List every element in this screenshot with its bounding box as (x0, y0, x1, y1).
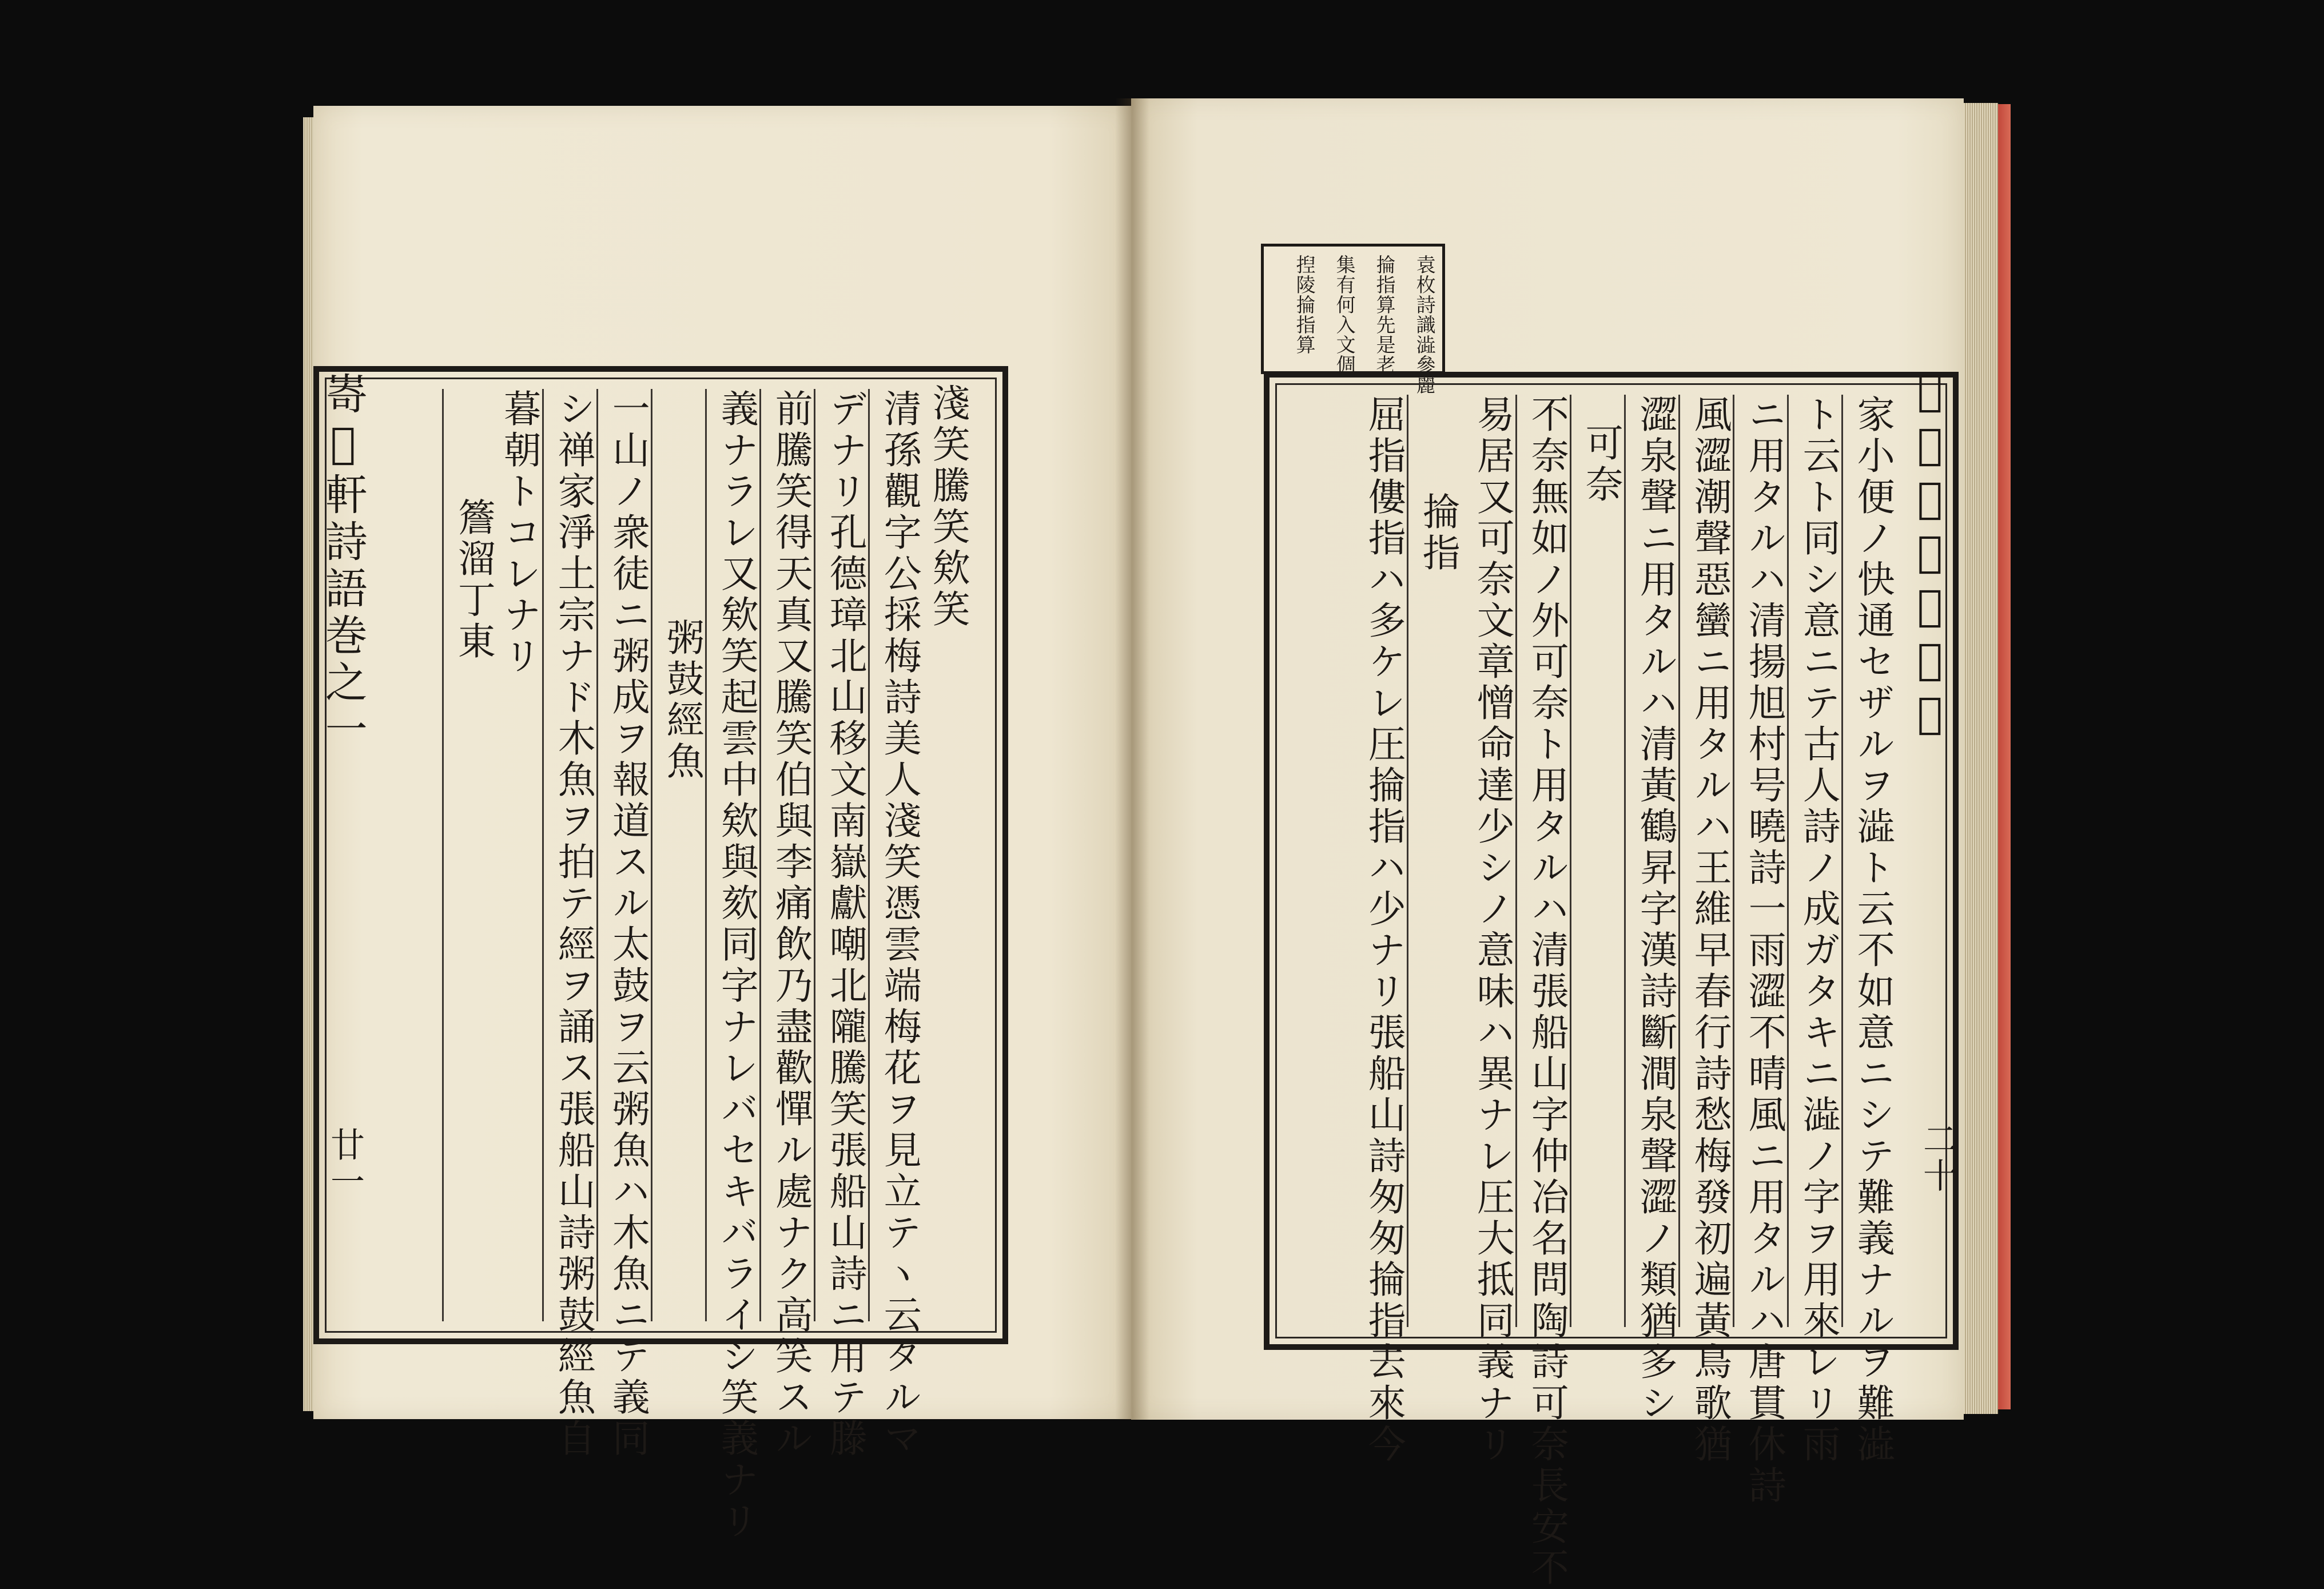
marginal-note-box (1261, 244, 1445, 395)
left-rule-3 (759, 389, 761, 1321)
left-col-1: 淺笑騰笑欸笑 (926, 383, 970, 630)
left-print-frame (313, 366, 1008, 1542)
left-folio: 廿一 (325, 1127, 365, 1200)
marginal-note-line-1: 袁枚詩識澁參麗 (1412, 255, 1436, 395)
book-gutter (1115, 98, 1149, 1420)
right-rule-4 (1678, 395, 1680, 1327)
marginal-note-line-3: 集有何入文倜 (1332, 255, 1356, 375)
left-col-10: 簷溜丁東 (451, 498, 496, 662)
left-col-2: 清孫觀字公採梅詩美人淺笑憑雲端梅花ヲ見立テヽ云タルマ (877, 389, 922, 1460)
right-rule-5 (1624, 395, 1626, 1327)
right-rule-8 (1407, 395, 1408, 1327)
right-col-10: 屈指僂指ハ多ケレ圧掄指ハ少ナリ張船山詩匆匆掄指去來今 (1362, 395, 1406, 1465)
marginal-note-line-4: 揑陵掄指算 (1292, 255, 1316, 355)
right-col-7: 不奈無如ノ外可奈ト用タルハ清張船山字仲冶名問陶詩可奈長安不 (1525, 395, 1569, 1589)
right-col-5: 澀泉聲ニ用タルハ清黃鶴昇字漢詩斷澗泉聲澀ノ類猶多シ (1633, 395, 1678, 1424)
left-rule-5 (651, 389, 652, 1321)
marginal-note-line-2: 掄指算先是老 (1372, 255, 1396, 375)
right-col-3: ニ用タルハ清揚旭村号曉詩一雨澀不晴風ニ用タルハ唐貫休詩 (1742, 395, 1786, 1507)
right-col-9: 掄指 (1416, 492, 1461, 574)
right-col-1: 家小便ノ快通セザルヲ澁ト云不如意ニシテ難義ナルヲ難澁 (1851, 395, 1895, 1465)
left-col-8: シ禅家淨土宗ナド木魚ヲ拍テ經ヲ誦ス張船山詩粥鼓經魚自 (551, 389, 596, 1460)
right-rule-1 (1841, 395, 1843, 1327)
right-rule-6 (1570, 395, 1571, 1327)
left-col-4: 前騰笑得天真又騰笑伯與李痛飲乃盡歡憚ル處ナク高笑スル (769, 389, 813, 1460)
right-folio: 二十 (1917, 1121, 1957, 1194)
right-col-2: ト云ト同シ意ニテ古人詩ノ成ガタキニ澁ノ字ヲ用來レリ雨 (1796, 395, 1841, 1465)
left-col-6: 粥鼓經魚 (660, 618, 705, 782)
left-rule-8 (442, 389, 444, 1321)
left-rule-7 (542, 389, 544, 1321)
right-rule-7 (1515, 395, 1517, 1327)
left-rule-6 (596, 389, 598, 1321)
left-rule-2 (814, 389, 815, 1321)
right-col-6: 可奈 (1579, 423, 1623, 506)
left-rule-1 (868, 389, 870, 1321)
right-col-8: 易居又可奈文章憎命達少シノ意味ハ異ナレ圧大抵同義ナリ (1470, 395, 1515, 1465)
left-rule-4 (705, 389, 707, 1321)
left-running-title: 㟢𡗅軒詩語巻之一 (318, 372, 368, 754)
right-rule-3 (1733, 395, 1734, 1327)
right-running-title: 𡗅軒詩語巻之一 (1905, 366, 1955, 742)
left-col-5: 義ナラレ又欸笑起雲中欸與欬同字ナレバセキバライシ笑義ナリ (714, 389, 759, 1542)
left-col-9: 暮朝トコレナリ (497, 389, 542, 677)
right-print-frame (1264, 372, 1959, 1589)
right-page-edges (1964, 103, 1998, 1414)
right-rule-2 (1787, 395, 1789, 1327)
right-col-4: 風澀潮聲惡蠻ニ用タルハ王維早春行詩愁梅發初遍黃鳥歌猶 (1688, 395, 1732, 1465)
red-book-edge (1998, 104, 2011, 1409)
left-col-7: 一山ノ衆徒ニ粥成ヲ報道スル太鼓ヲ云粥魚ハ木魚ニテ義同 (606, 389, 650, 1460)
left-col-3: デナリ孔德璋北山移文南嶽獻嘲北隴騰笑張船山詩ニ用テ滕 (823, 389, 867, 1460)
